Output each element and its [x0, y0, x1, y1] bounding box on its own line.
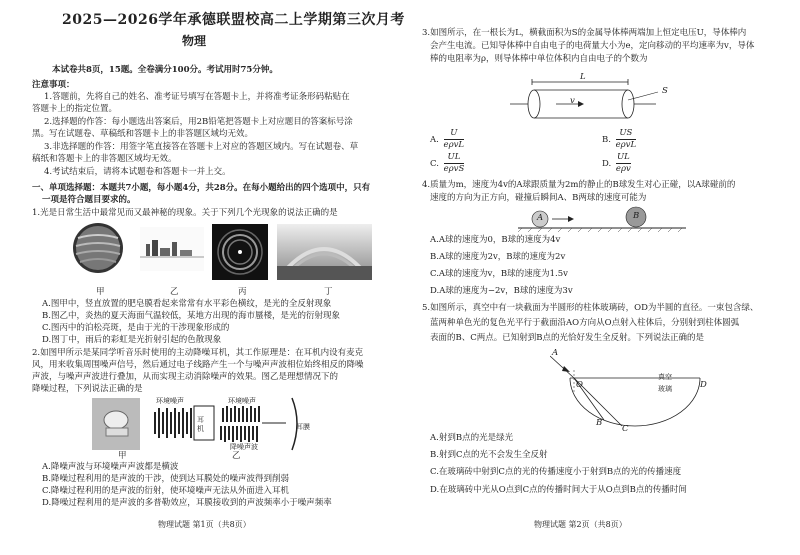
anti-noise-wave [220, 426, 258, 442]
q3-v-label: v [570, 96, 575, 106]
rainbow-image [277, 224, 372, 280]
earphone-photo [92, 398, 140, 450]
q2-option-c: C.降噪过程利用的是声波的衍射，使环境噪声无法从外面进入耳机 [42, 486, 289, 496]
q1-label-ding: 丁 [324, 287, 333, 297]
q1-label-bing: 丙 [238, 287, 247, 297]
q2-label-yi: 乙 [232, 451, 241, 461]
q3-option-num: US [616, 128, 636, 140]
exam-info: 本试卷共8页，15题。全卷满分100分。考试用时75分钟。 [52, 65, 278, 75]
q3-option-num: UL [616, 152, 630, 162]
q3-option-c [430, 152, 464, 175]
q5-option-b: B.射到C点的光不会发生全反射 [430, 450, 548, 460]
q5-stem-line: 5.如图所示，真空中有一块截面为半圆形的柱体玻璃砖，OD为半圆的直径。一束包含绿、 [422, 303, 759, 313]
soap-film-image [73, 223, 123, 273]
page-right [400, 0, 800, 555]
q5-O-label: O [576, 380, 583, 390]
subject-title: 物理 [182, 34, 207, 48]
q5-A-label: A [552, 348, 559, 358]
section-heading-cont: 一项是符合题目要求的。 [42, 195, 136, 205]
q3-figure [510, 74, 700, 120]
q3-stem-line: 3.如图所示，在一根长为L，横截面积为S的金属导体棒两端加上恒定电压U，导体棒内 [422, 28, 747, 38]
note-line: 4.考试结束后，请将本试题卷和答题卡一并上交。 [44, 167, 231, 177]
q2-earphone-label: 耳机 [197, 416, 204, 433]
q2-env-noise-label: 环境噪声 [156, 397, 184, 405]
noise-wave-inner [222, 406, 260, 422]
notes-heading: 注意事项： [32, 80, 75, 90]
q5-option-d: D.在玻璃砖中光从O点到C点的传播时间大于从O点到B点的传播时间 [430, 485, 687, 495]
noise-wave [154, 408, 192, 438]
q1-option-c: C.图丙中的泊松亮斑，是由于光的干涉现象形成的 [42, 323, 230, 333]
q1-label-jia: 甲 [96, 287, 105, 297]
q3-stem-line: 会产生电流。已知导体棒中自由电子的电荷量大小为e，定向移动的平均速率为v，导体 [430, 41, 755, 51]
q5-glass-label: 玻璃 [658, 385, 672, 393]
q4-stem-line: 4.质量为m，速度为4v的A球跟质量为2m的静止的B球发生对心正碰，以A球碰前的 [422, 180, 736, 190]
q2-option-a: A.降噪声波与环境噪声声波都是横波 [42, 462, 179, 472]
q5-stem-line: 表面的B、C两点。已知射到B点的光恰好发生全反射。下列说法正确的是 [430, 333, 704, 343]
q2-stem-line: 降噪过程，下列说法正确的是 [32, 384, 143, 394]
q1-option-b: B.图乙中，炎热的夏天海面气温较低，某地方出现的海市蜃楼，是光的衍射现象 [42, 311, 340, 321]
q1-option-a: A.图甲中，竖直放置的肥皂膜看起来常常有水平彩色横纹，是光的全反射现象 [42, 299, 332, 309]
q4-A-label: A [537, 213, 544, 223]
q3-stem-line: 棒的电阻率为ρ，则导体棒中单位体积内自由电子的个数为 [430, 54, 648, 64]
note-line: 3.非选择题的作答：用签字笔直接答在答题卡上对应的答题区域内。写在试题卷、草 [44, 142, 359, 152]
note-line: 黑。写在试题卷、草稿纸和答题卡上的非答题区域均无效。 [32, 129, 254, 139]
q3-option-letter: D. [602, 159, 612, 169]
q3-option-d [602, 152, 631, 175]
q5-stem-line: 蓝两种单色光的复色光平行于截面沿AO方向从O点射入柱体后，分别射到柱体圆弧 [430, 318, 740, 328]
q4-option-d: D.A球的速度为−2v，B球的速度为3v [430, 286, 573, 296]
q3-L-label: L [580, 72, 586, 82]
q2-reduce-label: 降噪声波 [230, 443, 258, 451]
q3-option-den: eρv [615, 164, 631, 174]
q2-stem-line: 2.如图甲所示是某同学听音乐时使用的主动降噪耳机，其工作原理是：在耳机内设有麦克 [32, 348, 364, 358]
q4-stem-line: 速度的方向为正方向，碰撞后瞬间A、B两球的速度可能为 [430, 193, 647, 203]
q3-option-den: eρvS [443, 164, 465, 174]
q5-option-c: C.在玻璃砖中射到C点的光的传播速度小于射到B点的光的传播速度 [430, 467, 682, 477]
q4-B-label: B [633, 211, 640, 221]
note-line: 1.答题前，先将自己的姓名、准考证号填写在答题卡上，并将准考证条形码粘贴在 [44, 92, 350, 102]
q5-figure [550, 352, 720, 430]
q2-option-d: D.降噪过程利用的是声波的多普勒效应，耳膜接收到的声波频率小于噪声频率 [42, 498, 332, 508]
q3-option-den: eρvL [443, 140, 465, 150]
q4-option-b: B.A球的速度为2v，B球的速度为2v [430, 252, 566, 262]
q5-vacuum-label: 真空 [658, 373, 672, 381]
footer-right: 物理试题 第2页（共8页） [534, 520, 627, 529]
q3-S-label: S [662, 86, 668, 96]
note-line: 答题卡上的指定位置。 [32, 104, 118, 114]
q2-stem-line: 声波，与噪声声波进行叠加，从而实现主动消除噪声的效果。图乙是理想情况下的 [32, 372, 339, 382]
q1-stem: 1.光是日常生活中最常见而又最神秘的现象。关于下列几个光现象的说法正确的是 [32, 208, 338, 218]
footer-left: 物理试题 第1页（共8页） [158, 520, 251, 529]
q1-label-yi: 乙 [170, 287, 179, 297]
q1-figure [72, 222, 372, 284]
poisson-spot-image [212, 224, 268, 280]
q5-D-label: D [700, 380, 707, 390]
q2-label-jia: 甲 [118, 451, 127, 461]
q4-option-a: A.A球的速度为0，B球的速度为4v [430, 235, 561, 245]
q3-option-num: U [444, 128, 464, 140]
q3-option-b [602, 128, 636, 151]
note-line: 稿纸和答题卡上的非答题区域均无效。 [32, 154, 177, 164]
q2-eardrum-label: 耳膜 [296, 423, 310, 431]
q3-option-num: UL [444, 152, 465, 164]
q3-option-a [430, 128, 464, 151]
note-line: 2.选择题的作答：每小题选出答案后，用2B铅笔把答题卡上对应题目的答案标号涂 [44, 117, 353, 127]
q3-option-letter: A. [430, 135, 439, 145]
q3-option-letter: B. [602, 135, 611, 145]
q2-option-b: B.降噪过程利用的是声波的干涉，使到达耳膜处的噪声波得到削弱 [42, 474, 289, 484]
q2-stem-line: 风，用来收集周围噪声信号，然后通过电子线路产生一个与噪声声波相位始终相反的降噪 [32, 360, 364, 370]
exam-title: 2025—2026学年承德联盟校高二上学期第三次月考 [62, 12, 405, 28]
q4-option-c: C.A球的速度为v，B球的速度为1.5v [430, 269, 568, 279]
section-heading: 一、单项选择题：本题共7小题，每小题4分，共28分。在每小题给出的四个选项中，只有 [32, 183, 371, 193]
q4-figure [518, 206, 688, 232]
q5-C-label: C [622, 424, 629, 434]
q5-option-a: A.射到B点的光是绿光 [430, 433, 514, 443]
q5-B-label: B [596, 418, 603, 428]
q3-option-den: eρvL [615, 140, 637, 150]
q2-env-noise-label-2: 环境噪声 [228, 397, 256, 405]
q3-option-letter: C. [430, 159, 439, 169]
q1-option-d: D.图丁中，雨后的彩虹是光折射引起的色散现象 [42, 335, 222, 345]
mirage-image [140, 227, 204, 271]
